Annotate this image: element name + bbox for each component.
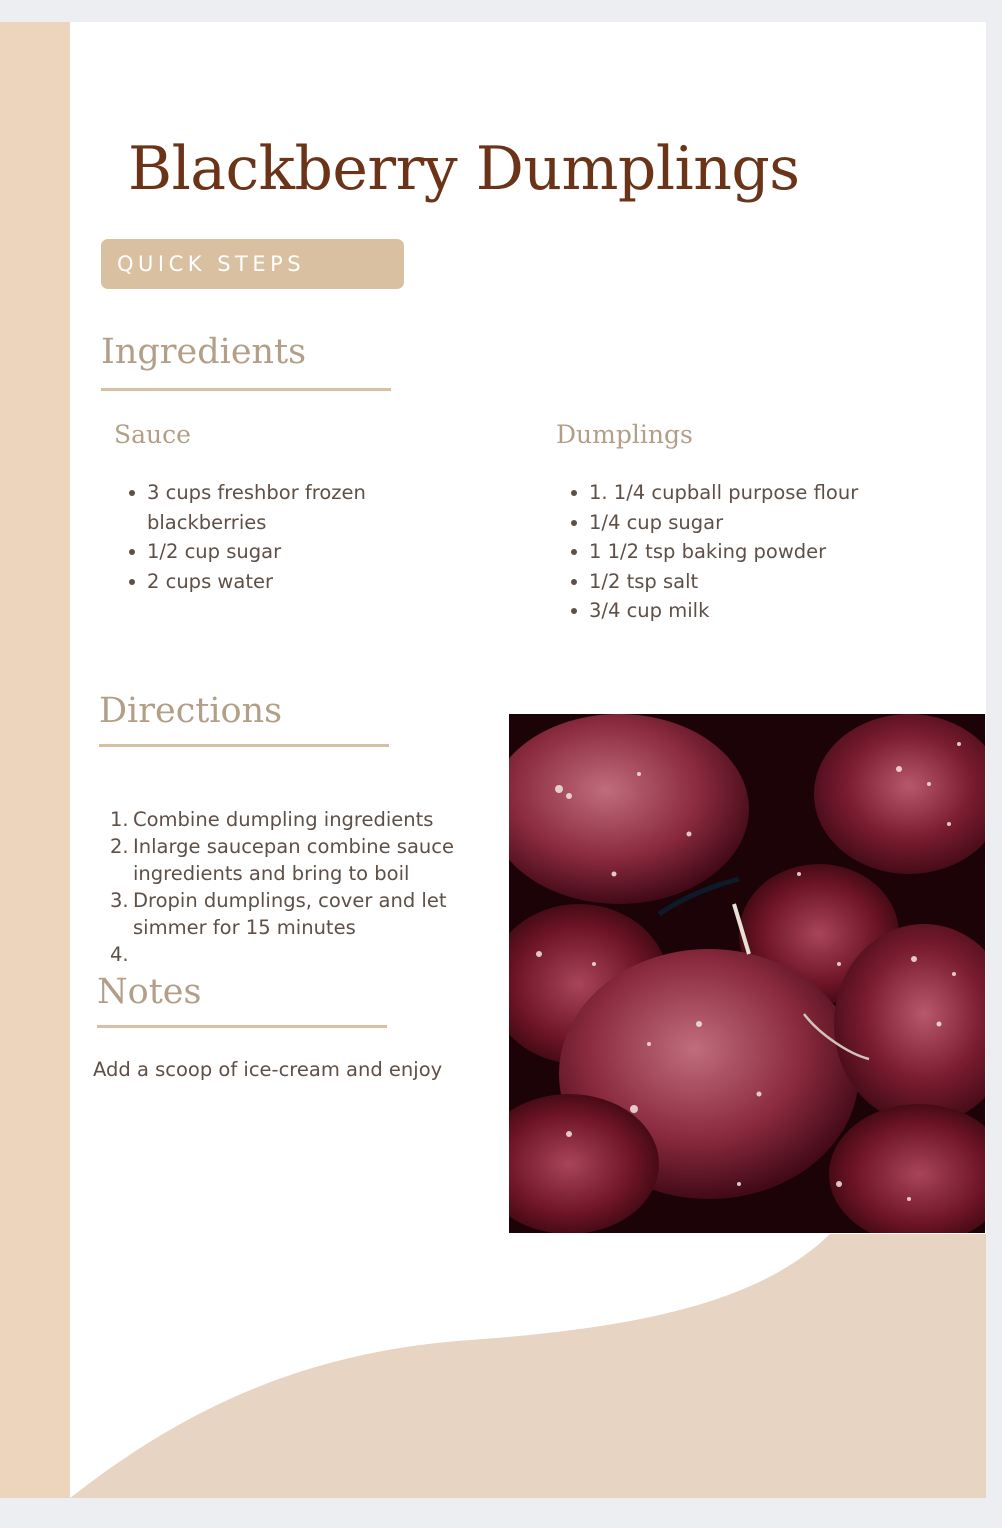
notes-underline [97,1025,387,1028]
dumplings-heading: Dumplings [556,420,693,449]
dumplings-ingredient-list [570,478,950,626]
dumpling-ingredient-item: 3/4 cup milk [570,596,950,626]
ingredients-heading: Ingredients [101,332,307,372]
step-text: Combine dumpling ingredients [133,808,434,831]
sauce-heading: Sauce [114,420,191,449]
dumpling-ingredient-item: 1 1/2 tsp baking powder [570,537,950,567]
blackberry-dumplings-photo [509,714,985,1233]
step-number: 1. [110,808,129,831]
direction-step [110,833,490,887]
recipe-title: Blackberry Dumplings [128,134,800,204]
notes-text: Add a scoop of ice-cream and enjoy [93,1058,443,1081]
sauce-ingredient-item: 2 cups water [128,567,418,597]
step-text: Dropin dumplings, cover and let simmer for 15 minutes [133,889,447,939]
directions-list [110,806,490,968]
step-number: 3. [110,889,129,912]
sauce-ingredient-list [128,478,418,596]
dumpling-ingredient-item: 1/2 tsp salt [570,567,950,597]
directions-heading: Directions [99,691,283,731]
notes-heading: Notes [97,972,202,1012]
direction-step [110,806,490,833]
step-number: 4. [110,943,129,966]
direction-step [110,887,490,941]
sauce-ingredient-item: 1/2 cup sugar [128,537,418,567]
dumpling-ingredient-item: 1. 1/4 cupball purpose flour [570,478,950,508]
directions-underline [99,744,389,747]
dumpling-ingredient-item: 1/4 cup sugar [570,508,950,538]
recipe-page [0,22,986,1498]
direction-step [110,941,490,968]
step-number: 2. [110,835,129,858]
quick-steps-badge: QUICK STEPS [101,239,404,289]
sauce-ingredient-item: 3 cups freshbor frozen blackberries [128,478,418,537]
step-text: Inlarge saucepan combine sauce ingredients and bring to boil [133,835,454,885]
ingredients-underline [101,388,391,391]
